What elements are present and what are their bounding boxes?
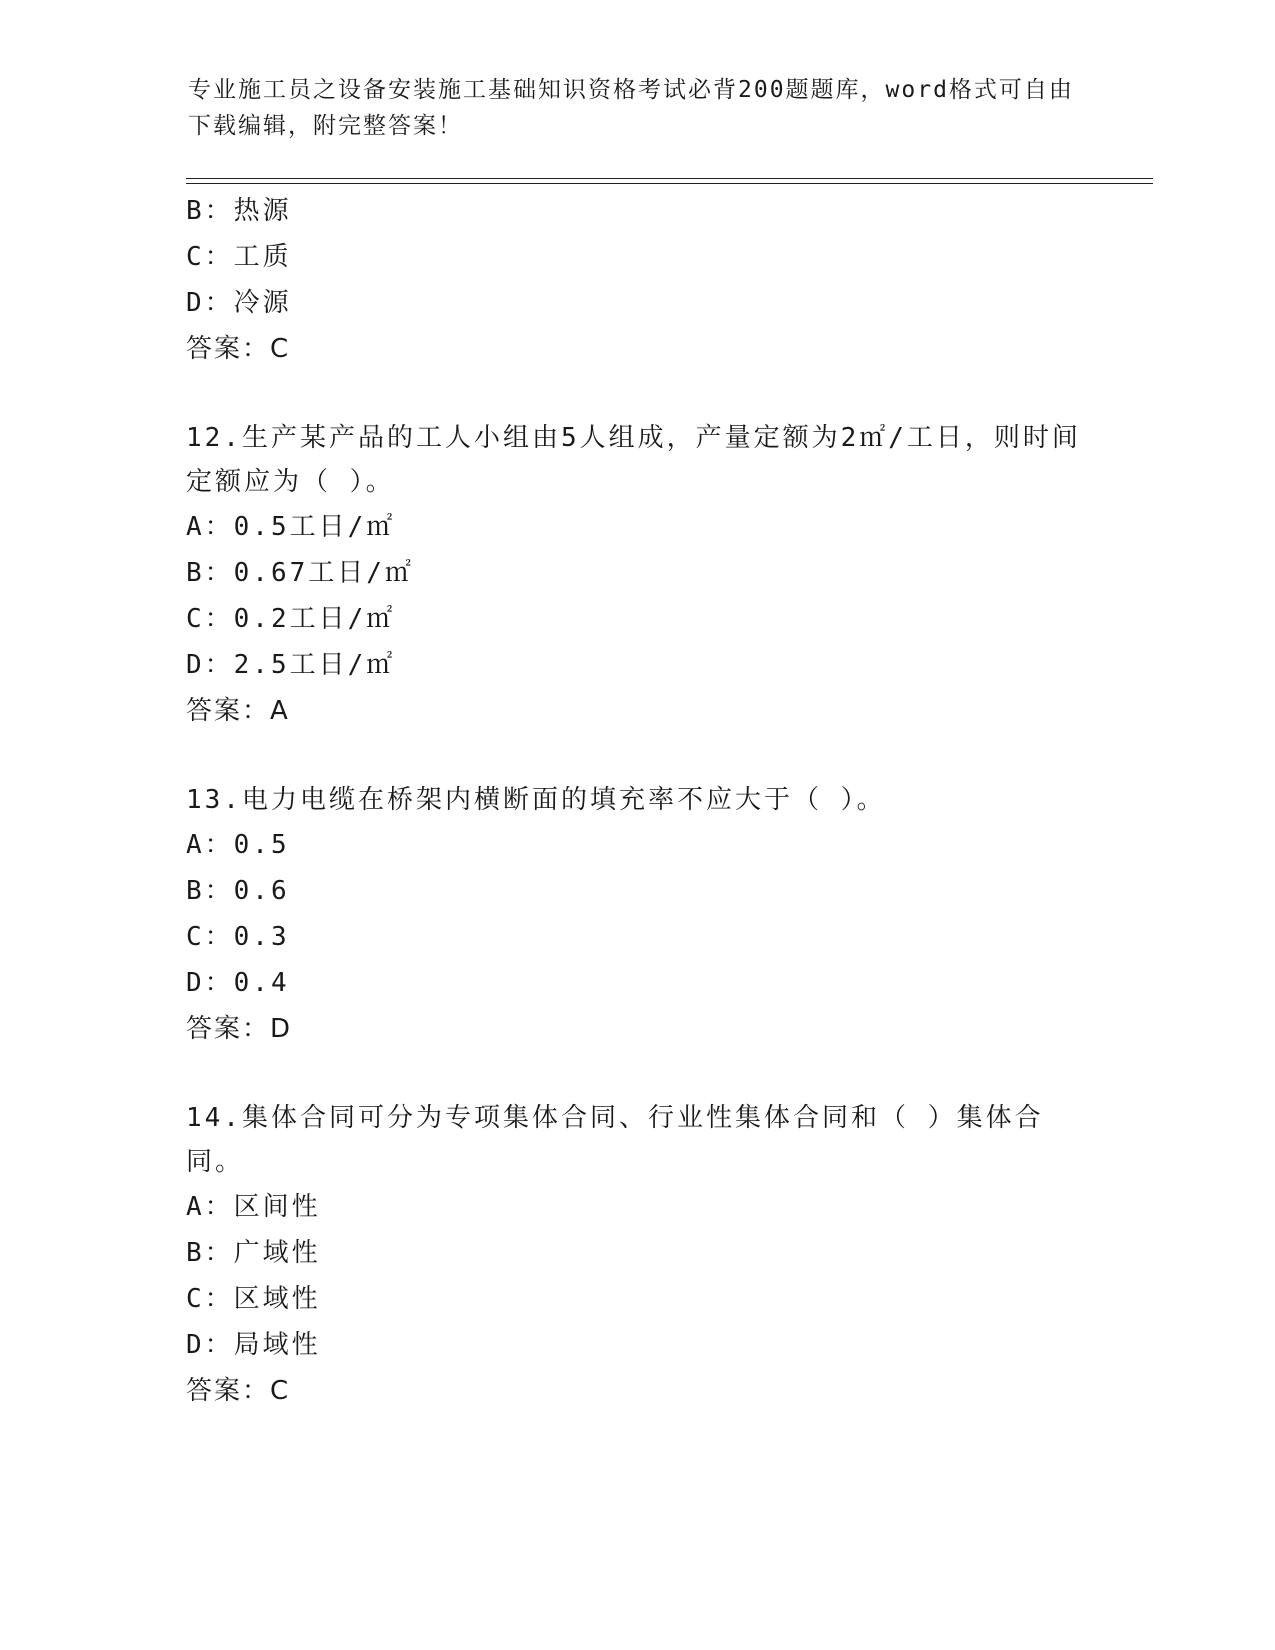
question-stem: 13.电力电缆在桥架内横断面的填充率不应大于（ ）。 (186, 785, 886, 815)
question-14 (186, 1096, 1086, 1414)
option-a: A：0.5 (186, 830, 290, 860)
answer-text: 答案：C (186, 334, 291, 364)
option-c: C：工质 (186, 242, 292, 272)
question-11-continued (186, 188, 1086, 372)
option-c: C：0.2工日/㎡ (186, 604, 396, 634)
document-header (188, 72, 1088, 144)
answer-text: 答案：D (186, 1014, 293, 1044)
option-d: D：局域性 (186, 1330, 321, 1360)
option-a: A：0.5工日/㎡ (186, 512, 396, 542)
option-b: B：热源 (186, 196, 292, 226)
option-d: D：0.4 (186, 968, 290, 998)
option-d: D：2.5工日/㎡ (186, 650, 396, 680)
answer-text: 答案：C (186, 1376, 291, 1406)
header-divider-bottom (186, 183, 1153, 184)
question-stem: 12.生产某产品的工人小组由5人组成，产量定额为2㎡/工日，则时间定额应为（ ）。 (186, 423, 1081, 497)
option-b: B：0.6 (186, 876, 290, 906)
option-d: D：冷源 (186, 288, 292, 318)
answer-text: 答案：A (186, 696, 290, 726)
header-divider-top (186, 178, 1153, 179)
header-text: 专业施工员之设备安装施工基础知识资格考试必背200题题库，word格式可自由下载编辑，附完整答案！ (188, 77, 1074, 139)
option-a: A：区间性 (186, 1192, 321, 1222)
question-13 (186, 778, 1086, 1052)
question-12 (186, 416, 1086, 734)
question-list (186, 188, 1086, 1414)
option-b: B：0.67工日/㎡ (186, 558, 414, 588)
option-b: B：广域性 (186, 1238, 321, 1268)
question-stem: 14.集体合同可分为专项集体合同、行业性集体合同和（ ）集体合同。 (186, 1103, 1044, 1177)
option-c: C：0.3 (186, 922, 290, 952)
option-c: C：区域性 (186, 1284, 321, 1314)
